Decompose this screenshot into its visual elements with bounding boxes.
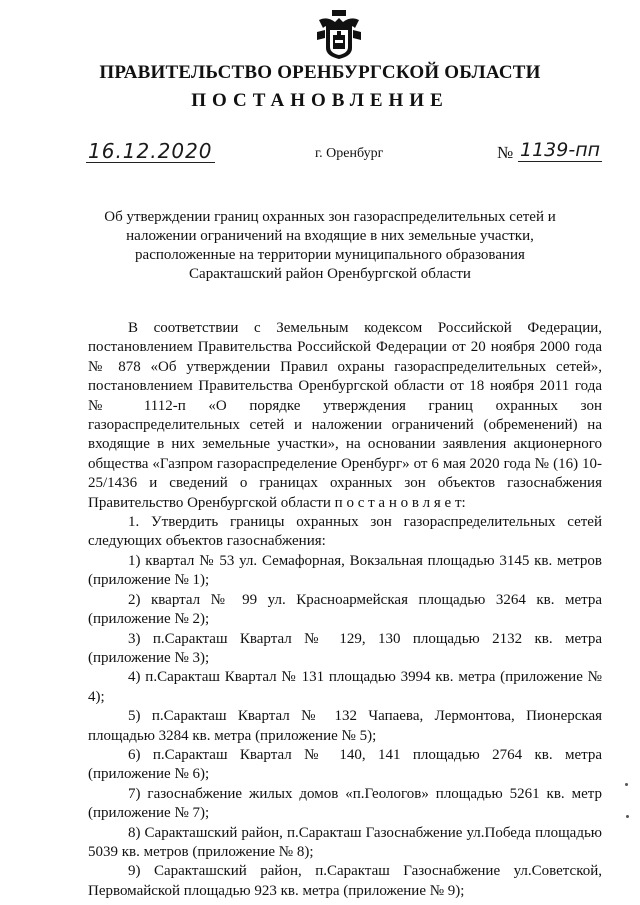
- document-city: г. Оренбург: [315, 146, 384, 161]
- document-date: 16.12.2020: [88, 139, 213, 163]
- document-number: 1139-пп: [520, 139, 601, 161]
- document-subject: Об утверждении границ охранных зон газораспределительных сетей и наложении ограничений на входящие в них земельные участки, расположенные на территории муниципального образования Саракташский район Оренбургской области: [104, 209, 556, 282]
- list-item: 3) п.Саракташ Квартал № 129, 130 площадью 2132 кв. метра (приложение № 3);: [88, 630, 602, 666]
- list-item: 4) п.Саракташ Квартал № 131 площадью 3994 кв. метра (приложение № 4);: [88, 669, 602, 705]
- list-item: 5) п.Саракташ Квартал № 132 Чапаева, Лермонтова, Пионерская площадью 3284 кв. метра (приложение № 5);: [88, 708, 602, 744]
- list-item: 9) Саракташский район, п.Саракташ Газоснабжение ул.Советской, Первомайской площадью 923 кв. метра (приложение № 9);: [88, 863, 602, 899]
- coat-of-arms-icon: [315, 10, 363, 60]
- document-type: ПОСТАНОВЛЕНИЕ: [191, 90, 449, 111]
- government-title: ПРАВИТЕЛЬСТВО ОРЕНБУРГСКОЙ ОБЛАСТИ: [99, 62, 541, 83]
- clause-1: 1. Утвердить границы охранных зон газораспределительных сетей следующих объектов газоснабжения:: [88, 514, 602, 550]
- scan-speck: [625, 783, 628, 786]
- list-item: 8) Саракташский район, п.Саракташ Газоснабжение ул.Победа площадью 5039 кв. метров (приложение № 8);: [88, 824, 602, 860]
- scan-speck: [626, 815, 629, 818]
- preamble-paragraph: В соответствии с Земельным кодексом Российской Федерации, постановлением Правительства Российской Федерации от 20 ноября 2000 года № 878 «Об утверждении Правил охраны газораспределительных сетей», постановлением Правительства Оренбургской области от 18 ноября 2011 года № 1112-п «О порядке утверждения границ охранных зон газораспределительных сетей и наложении ограничений (обременений) на входящие в них земельные участки», на основании заявления акционерного общества «Газпром газораспределение Оренбург» от 6 мая 2020 года № (16) 10-25/1436 и сведений о границах охранных зон объектов газоснабжения Правительство Оренбургской области п о с т а н о в л я е т:: [88, 320, 602, 511]
- number-label: №: [497, 143, 514, 162]
- document-body: [88, 319, 602, 901]
- list-item: 6) п.Саракташ Квартал № 140, 141 площадью 2764 кв. метра (приложение № 6);: [88, 746, 602, 783]
- list-item: 1) квартал № 53 ул. Семафорная, Вокзальная площадью 3145 кв. метров (приложение № 1);: [88, 552, 602, 589]
- list-item: 7) газоснабжение жилых домов «п.Геологов» площадью 5261 кв. метр (приложение № 7);: [88, 785, 602, 822]
- list-item: 2) квартал № 99 ул. Красноармейская площадью 3264 кв. метра (приложение № 2);: [88, 591, 602, 628]
